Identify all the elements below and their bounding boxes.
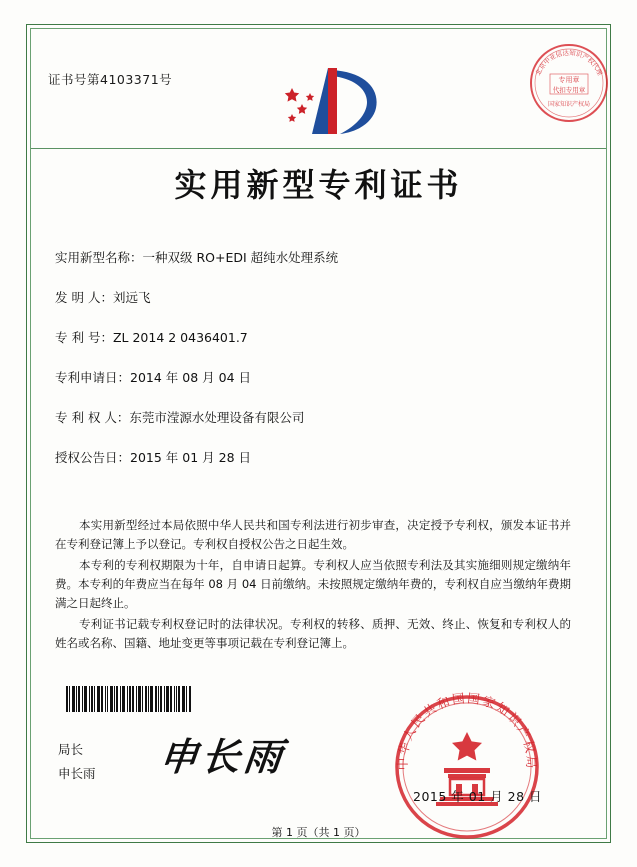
field-row (55, 408, 575, 426)
field-value: ZL 2014 2 0436401.7 (112, 330, 248, 345)
agency-seal-stamp (528, 42, 610, 124)
svg-text:代扣专用章: 代扣专用章 (552, 86, 586, 94)
page-footer: 第 1 页（共 1 页） (271, 826, 366, 839)
field-value: 东莞市滢源水处理设备有限公司 (129, 410, 305, 425)
page-title: 实用新型专利证书 (174, 166, 463, 204)
field-row (55, 368, 575, 386)
svg-text:国家知识产权局: 国家知识产权局 (547, 101, 591, 108)
svg-text:专用章: 专用章 (558, 76, 580, 84)
body-paragraph: 本实用新型经过本局依照中华人民共和国专利法进行初步审查，决定授予专利权，颁发本证书并在专利登记簿上予以登记。专利权自授权公告之日起生效。 (55, 518, 571, 551)
issue-date: 2015 年 01 月 28 日 (413, 789, 542, 804)
header-divider (31, 148, 606, 149)
body-text (55, 516, 571, 655)
field-label: 授权公告日： (55, 450, 131, 465)
field-label: 专 利 号： (55, 330, 113, 345)
svg-text:中华人民共和国国家知识产权局: 中华人民共和国国家知识产权局 (394, 692, 540, 771)
field-row (55, 248, 575, 266)
patent-office-logo-icon (272, 60, 392, 140)
field-label: 专利申请日： (55, 370, 131, 385)
body-paragraph: 专利证书记载专利权登记时的法律状况。专利权的转移、质押、无效、终止、恢复和专利权人的姓名或名称、国籍、地址变更等事项记载在专利登记簿上。 (55, 617, 571, 650)
field-value: 2015 年 01 月 28 日 (130, 450, 252, 465)
signature-printed-name: 申长雨 (58, 766, 96, 781)
signature-title-label: 局长 (58, 742, 84, 757)
field-label: 专 利 权 人： (55, 410, 130, 425)
field-row (55, 448, 575, 466)
field-value: 一种双级 RO+EDI 超纯水处理系统 (142, 250, 339, 265)
svg-text:北京中业信达知识产权代理: 北京中业信达知识产权代理 (534, 48, 604, 77)
field-value: 2014 年 08 月 04 日 (130, 370, 252, 385)
field-row (55, 328, 575, 346)
barcode (66, 686, 240, 712)
signature-handwritten: 申长雨 (157, 734, 289, 779)
national-ip-office-seal (392, 692, 542, 842)
certificate-number: 证书号第4103371号 (48, 72, 173, 87)
field-label: 发 明 人： (55, 290, 113, 305)
field-row (55, 288, 575, 306)
field-list (55, 248, 575, 488)
field-value: 刘远飞 (112, 290, 151, 305)
body-paragraph: 本专利的专利权期限为十年，自申请日起算。专利权人应当依照专利法及其实施细则规定缴纳年费。本专利的年费应当在每年 08 月 04 日前缴纳。未按照规定缴纳年费的，专利权自应当缴纳年费期满之日起终止。 (55, 558, 571, 610)
field-label: 实用新型名称： (55, 250, 143, 265)
